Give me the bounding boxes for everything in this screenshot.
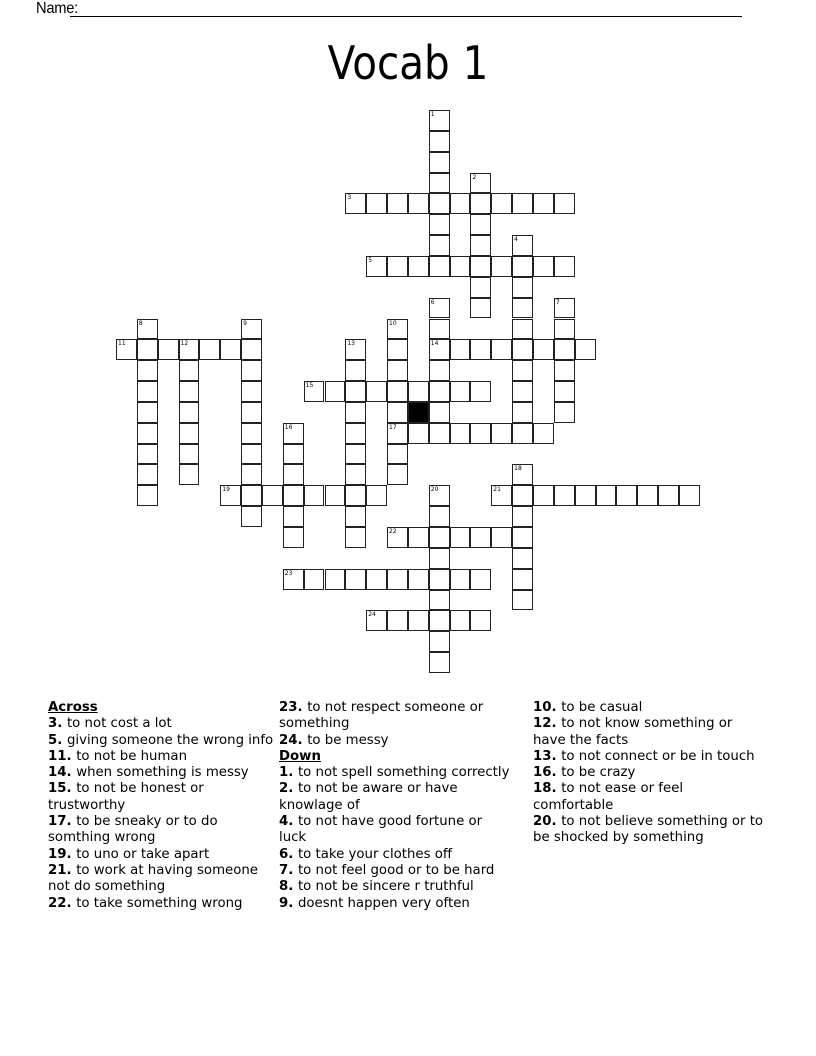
clue-text: to not connect or be in touch: [561, 748, 755, 764]
clues-column-3: [533, 700, 765, 847]
grid-cell[interactable]: [554, 402, 575, 423]
clue-across: 24. to be messy: [279, 732, 389, 748]
grid-cell[interactable]: [408, 527, 429, 548]
grid-cell[interactable]: [179, 444, 200, 465]
grid-cell[interactable]: [429, 256, 450, 277]
clue-down: 10. to be casual: [533, 700, 643, 715]
grid-cell[interactable]: [387, 256, 408, 277]
grid-cell[interactable]: [533, 339, 554, 360]
grid-cell[interactable]: [429, 173, 450, 194]
grid-cell[interactable]: [575, 339, 596, 360]
grid-cell[interactable]: [408, 193, 429, 214]
grid-cell[interactable]: [387, 464, 408, 485]
grid-cell[interactable]: [345, 569, 366, 590]
clue-text: to not believe something or to be shocked by something: [533, 814, 764, 846]
grid-cell[interactable]: [325, 381, 346, 402]
grid-cell[interactable]: [241, 485, 262, 506]
clue-text: to not ease or feel comfortable: [533, 781, 684, 813]
grid-cell[interactable]: [554, 381, 575, 402]
grid-cell[interactable]: [491, 527, 512, 548]
clue-down: 13. to not connect or be in touch: [533, 748, 755, 764]
grid-cell[interactable]: [241, 339, 262, 360]
grid-cell[interactable]: [491, 485, 512, 506]
grid-cell[interactable]: [345, 381, 366, 402]
clue-number: 14: [48, 765, 67, 781]
grid-cell[interactable]: [241, 381, 262, 402]
clue-text: doesnt happen very often: [297, 895, 470, 911]
grid-cell[interactable]: [554, 485, 575, 506]
grid-cell[interactable]: [616, 485, 637, 506]
grid-cell[interactable]: [179, 464, 200, 485]
grid-cell[interactable]: [533, 256, 554, 277]
grid-cell[interactable]: [429, 319, 450, 340]
grid-cell[interactable]: [283, 485, 304, 506]
clue-across: 3. to not cost a lot: [48, 716, 172, 732]
clue-across: 14. when something is messy: [48, 765, 249, 781]
grid-cell[interactable]: [158, 339, 179, 360]
clue-number: 22: [48, 895, 67, 911]
grid-cell[interactable]: [429, 506, 450, 527]
grid-cell[interactable]: [345, 444, 366, 465]
clue-text: to take something wrong: [76, 895, 243, 911]
grid-cell[interactable]: [512, 235, 533, 256]
cell-number: 20: [430, 486, 439, 494]
grid-cell[interactable]: [429, 381, 450, 402]
grid-cell[interactable]: [325, 485, 346, 506]
cell-number: 8: [138, 319, 143, 327]
grid-cell[interactable]: [470, 423, 491, 444]
clue-down: 16. to be crazy: [533, 765, 636, 781]
clue-text: to take your clothes off: [297, 846, 453, 862]
clue-number: 23: [279, 700, 298, 715]
cell-number: 17: [389, 423, 397, 431]
clue-down: 6. to take your clothes off: [279, 846, 453, 862]
grid-cell[interactable]: [470, 569, 491, 590]
grid-cell[interactable]: [554, 256, 575, 277]
clue-text: to be sneaky or to do somthing wrong: [48, 814, 218, 846]
grid-cell[interactable]: [429, 131, 450, 152]
clue-number: 10: [533, 700, 552, 715]
grid-cell[interactable]: [241, 506, 262, 527]
clue-text: giving someone the wrong info: [66, 732, 274, 748]
grid-cell[interactable]: [241, 360, 262, 381]
grid-cell[interactable]: [679, 485, 700, 506]
grid-cell[interactable]: [345, 527, 366, 548]
grid-cell[interactable]: [450, 423, 471, 444]
grid-cell[interactable]: [554, 339, 575, 360]
grid-cell[interactable]: [283, 464, 304, 485]
grid-cell[interactable]: [450, 381, 471, 402]
clue-number: 6: [279, 846, 289, 862]
clue-text: to be messy: [307, 732, 389, 748]
grid-cell[interactable]: [512, 527, 533, 548]
grid-cell[interactable]: [512, 193, 533, 214]
grid-cell[interactable]: [387, 319, 408, 340]
clue-text: to not be sincere r truthful: [297, 879, 474, 895]
grid-cell[interactable]: [137, 360, 158, 381]
cell-number: 16: [284, 423, 293, 431]
clue-number: 8: [279, 879, 289, 895]
grid-cell[interactable]: [366, 256, 387, 277]
clue-number: 19: [48, 846, 67, 862]
cell-number: 10: [389, 319, 397, 327]
grid-cell[interactable]: [137, 402, 158, 423]
cell-number: 11: [118, 340, 126, 348]
grid-cell[interactable]: [241, 319, 262, 340]
grid-cell[interactable]: [429, 631, 450, 652]
grid-cell[interactable]: [283, 569, 304, 590]
grid-cell[interactable]: [345, 402, 366, 423]
grid-cell[interactable]: [179, 360, 200, 381]
clue-across: 21. to work at having someone not do something: [48, 862, 258, 895]
grid-cell[interactable]: [137, 485, 158, 506]
grid-cell[interactable]: [345, 464, 366, 485]
grid-cell[interactable]: [596, 485, 617, 506]
clue-down: 4. to not have good fortune or luck: [279, 814, 483, 846]
clue-down: 7. to not feel good or to be hard: [279, 862, 495, 878]
clue-text: to be crazy: [561, 765, 636, 781]
clue-number: 17: [48, 814, 67, 830]
grid-cell[interactable]: [429, 235, 450, 256]
grid-cell[interactable]: [241, 464, 262, 485]
grid-cell[interactable]: [512, 277, 533, 298]
cell-number: 9: [243, 319, 247, 327]
grid-cell[interactable]: [220, 485, 241, 506]
grid-cell[interactable]: [450, 610, 471, 631]
grid-cell[interactable]: [429, 110, 450, 131]
clue-down: 9. doesnt happen very often: [279, 895, 470, 911]
grid-cell[interactable]: [429, 152, 450, 173]
grid-cell[interactable]: [179, 423, 200, 444]
grid-cell[interactable]: [470, 381, 491, 402]
grid-cell[interactable]: [345, 506, 366, 527]
clue-text: when something is messy: [76, 765, 249, 781]
grid-cell[interactable]: [408, 256, 429, 277]
grid-cell[interactable]: [387, 402, 408, 423]
grid-cell[interactable]: [429, 548, 450, 569]
grid-cell[interactable]: [491, 339, 512, 360]
grid-cell[interactable]: [137, 423, 158, 444]
clue-text: to not respect someone or something: [279, 700, 484, 732]
cell-number: 12: [180, 340, 189, 348]
grid-cell[interactable]: [283, 527, 304, 548]
grid-cell[interactable]: [470, 610, 491, 631]
grid-cell[interactable]: [137, 444, 158, 465]
cell-number: 23: [284, 569, 293, 577]
clue-down: 12. to not know something or have the facts: [533, 716, 733, 748]
grid-cell[interactable]: [179, 381, 200, 402]
grid-cell[interactable]: [512, 298, 533, 319]
cell-number: 22: [389, 528, 397, 535]
grid-cell[interactable]: [387, 444, 408, 465]
clue-number: 18: [533, 781, 552, 797]
clue-number: 1: [279, 765, 289, 781]
clue-number: 11: [48, 748, 67, 764]
grid-cell[interactable]: [429, 485, 450, 506]
clue-text: to not have good fortune or luck: [279, 814, 483, 846]
grid-cell[interactable]: [429, 610, 450, 631]
cell-number: 18: [514, 465, 522, 473]
grid-cell[interactable]: [450, 339, 471, 360]
clues-column-2: [279, 700, 511, 912]
clue-number: 12: [533, 716, 552, 732]
grid-cell[interactable]: [512, 506, 533, 527]
clue-text: to not be human: [76, 748, 188, 764]
clue-number: 7: [279, 862, 289, 878]
clue-number: 13: [533, 748, 552, 764]
cell-number: 6: [430, 298, 435, 306]
clue-across: 22. to take something wrong: [48, 895, 243, 911]
cell-number: 7: [555, 298, 560, 306]
grid-cell[interactable]: [345, 360, 366, 381]
grid-cell[interactable]: [283, 444, 304, 465]
grid-cell[interactable]: [220, 339, 241, 360]
grid-cell[interactable]: [387, 339, 408, 360]
grid-cell[interactable]: [408, 381, 429, 402]
clue-text: to not feel good or to be hard: [297, 862, 495, 878]
name-input-line[interactable]: [70, 16, 742, 17]
grid-cell[interactable]: [470, 235, 491, 256]
grid-cell[interactable]: [470, 298, 491, 319]
grid-cell[interactable]: [470, 527, 491, 548]
clue-text: to not be aware or have knowlage of: [279, 781, 458, 813]
page-title: Vocab 1: [327, 36, 489, 90]
grid-cell[interactable]: [450, 569, 471, 590]
clue-number: 21: [48, 862, 67, 878]
grid-cell[interactable]: [450, 193, 471, 214]
grid-cell[interactable]: [137, 319, 158, 340]
cell-number: 19: [222, 486, 230, 494]
grid-cell[interactable]: [366, 381, 387, 402]
cell-number: 24: [368, 611, 376, 619]
grid-cell[interactable]: [554, 319, 575, 340]
grid-cell[interactable]: [429, 652, 450, 673]
grid-cell[interactable]: [429, 590, 450, 611]
grid-cell[interactable]: [241, 402, 262, 423]
grid-cell[interactable]: [533, 423, 554, 444]
grid-cell[interactable]: [366, 610, 387, 631]
grid-cell[interactable]: [304, 381, 325, 402]
name-label: Name:: [36, 0, 78, 17]
clue-number: 3: [48, 716, 58, 732]
cell-number: 3: [347, 194, 352, 202]
clues-column-1: [48, 700, 280, 912]
clue-number: 2: [279, 781, 289, 797]
grid-cell[interactable]: [241, 444, 262, 465]
grid-cell[interactable]: [554, 360, 575, 381]
cell-number: 15: [305, 382, 314, 390]
clue-across: 19. to uno or take apart: [48, 846, 210, 862]
clue-across: 5. giving someone the wrong info: [48, 732, 274, 748]
grid-cell[interactable]: [512, 590, 533, 611]
grid-cell[interactable]: [512, 423, 533, 444]
grid-cell[interactable]: [179, 339, 200, 360]
grid-cell[interactable]: [533, 485, 554, 506]
grid-cell[interactable]: [470, 339, 491, 360]
clue-down: 20. to not believe something or to be shocked by something: [533, 814, 764, 846]
clue-across: 23. to not respect someone or something: [279, 700, 484, 732]
grid-cell[interactable]: [179, 402, 200, 423]
grid-cell[interactable]: [366, 569, 387, 590]
grid-cell[interactable]: [512, 464, 533, 485]
grid-cell[interactable]: [241, 423, 262, 444]
down-heading: Down: [279, 748, 321, 764]
cell-number: 2: [472, 173, 477, 181]
clue-text: to be casual: [561, 700, 643, 715]
grid-cell[interactable]: [345, 485, 366, 506]
grid-cell[interactable]: [554, 193, 575, 214]
clue-text: to not know something or have the facts: [533, 716, 733, 748]
grid-cell[interactable]: [429, 339, 450, 360]
grid-cell[interactable]: [387, 423, 408, 444]
grid-cell[interactable]: [429, 423, 450, 444]
clue-down: 18. to not ease or feel comfortable: [533, 781, 684, 813]
grid-cell[interactable]: [345, 193, 366, 214]
clue-down: 1. to not spell something correctly: [279, 765, 510, 781]
grid-cell[interactable]: [512, 319, 533, 340]
grid-cell[interactable]: [512, 339, 533, 360]
grid-cell[interactable]: [450, 256, 471, 277]
grid-cell[interactable]: [137, 381, 158, 402]
clue-text: to not be honest or trustworthy: [48, 781, 204, 813]
clue-number: 16: [533, 765, 552, 781]
grid-cell[interactable]: [304, 485, 325, 506]
grid-cell[interactable]: [491, 256, 512, 277]
clue-text: to work at having someone not do something: [48, 862, 258, 895]
grid-cell[interactable]: [366, 193, 387, 214]
grid-cell[interactable]: [408, 423, 429, 444]
black-cell: [408, 402, 429, 423]
clue-text: to not cost a lot: [66, 716, 172, 732]
grid-cell[interactable]: [345, 423, 366, 444]
clue-number: 4: [279, 814, 289, 830]
grid-cell[interactable]: [470, 173, 491, 194]
grid-cell[interactable]: [408, 610, 429, 631]
across-heading: Across: [48, 700, 98, 715]
grid-cell[interactable]: [387, 360, 408, 381]
grid-cell[interactable]: [429, 214, 450, 235]
grid-cell[interactable]: [470, 256, 491, 277]
clue-number: 9: [279, 895, 289, 911]
grid-cell[interactable]: [137, 464, 158, 485]
clue-number: 15: [48, 781, 67, 797]
grid-cell[interactable]: [116, 339, 137, 360]
clue-number: 5: [48, 732, 58, 748]
clue-number: 20: [533, 814, 552, 830]
grid-cell[interactable]: [387, 527, 408, 548]
grid-cell[interactable]: [387, 610, 408, 631]
grid-cell[interactable]: [304, 569, 325, 590]
grid-cell[interactable]: [512, 569, 533, 590]
grid-cell[interactable]: [637, 485, 658, 506]
grid-cell[interactable]: [512, 381, 533, 402]
clue-text: to not spell something correctly: [297, 765, 510, 781]
grid-cell[interactable]: [366, 485, 387, 506]
grid-cell[interactable]: [512, 360, 533, 381]
clue-down: 8. to not be sincere r truthful: [279, 879, 474, 895]
grid-cell[interactable]: [262, 485, 283, 506]
grid-cell[interactable]: [658, 485, 679, 506]
grid-cell[interactable]: [408, 569, 429, 590]
grid-cell[interactable]: [387, 193, 408, 214]
clue-across: 15. to not be honest or trustworthy: [48, 781, 204, 813]
cell-number: 5: [368, 256, 373, 264]
grid-cell[interactable]: [575, 485, 596, 506]
grid-cell[interactable]: [491, 193, 512, 214]
grid-cell[interactable]: [345, 339, 366, 360]
grid-cell[interactable]: [533, 193, 554, 214]
grid-cell[interactable]: [491, 423, 512, 444]
clue-down: 2. to not be aware or have knowlage of: [279, 781, 458, 813]
clue-across: 17. to be sneaky or to do somthing wrong: [48, 814, 218, 846]
grid-cell[interactable]: [429, 527, 450, 548]
grid-cell[interactable]: [450, 527, 471, 548]
grid-cell[interactable]: [137, 339, 158, 360]
grid-cell[interactable]: [429, 360, 450, 381]
grid-cell[interactable]: [512, 548, 533, 569]
clue-text: to uno or take apart: [76, 846, 210, 862]
grid-cell[interactable]: [512, 256, 533, 277]
grid-cell[interactable]: [470, 193, 491, 214]
grid-cell[interactable]: [470, 277, 491, 298]
grid-cell[interactable]: [554, 298, 575, 319]
cell-number: 14: [430, 340, 439, 348]
grid-cell[interactable]: [429, 569, 450, 590]
clue-number: 24: [279, 732, 298, 748]
grid-cell[interactable]: [387, 381, 408, 402]
grid-cell[interactable]: [512, 402, 533, 423]
grid-cell[interactable]: [283, 506, 304, 527]
grid-cell[interactable]: [429, 193, 450, 214]
grid-cell[interactable]: [429, 402, 450, 423]
grid-cell[interactable]: [470, 214, 491, 235]
grid-cell[interactable]: [387, 569, 408, 590]
grid-cell[interactable]: [199, 339, 220, 360]
clue-across: 11. to not be human: [48, 748, 188, 764]
cell-number: 4: [514, 236, 518, 244]
grid-cell[interactable]: [512, 485, 533, 506]
grid-cell[interactable]: [283, 423, 304, 444]
cell-number: 13: [347, 340, 355, 348]
grid-cell[interactable]: [325, 569, 346, 590]
cell-number: 21: [493, 486, 501, 494]
grid-cell[interactable]: [429, 298, 450, 319]
cell-number: 1: [430, 111, 435, 118]
